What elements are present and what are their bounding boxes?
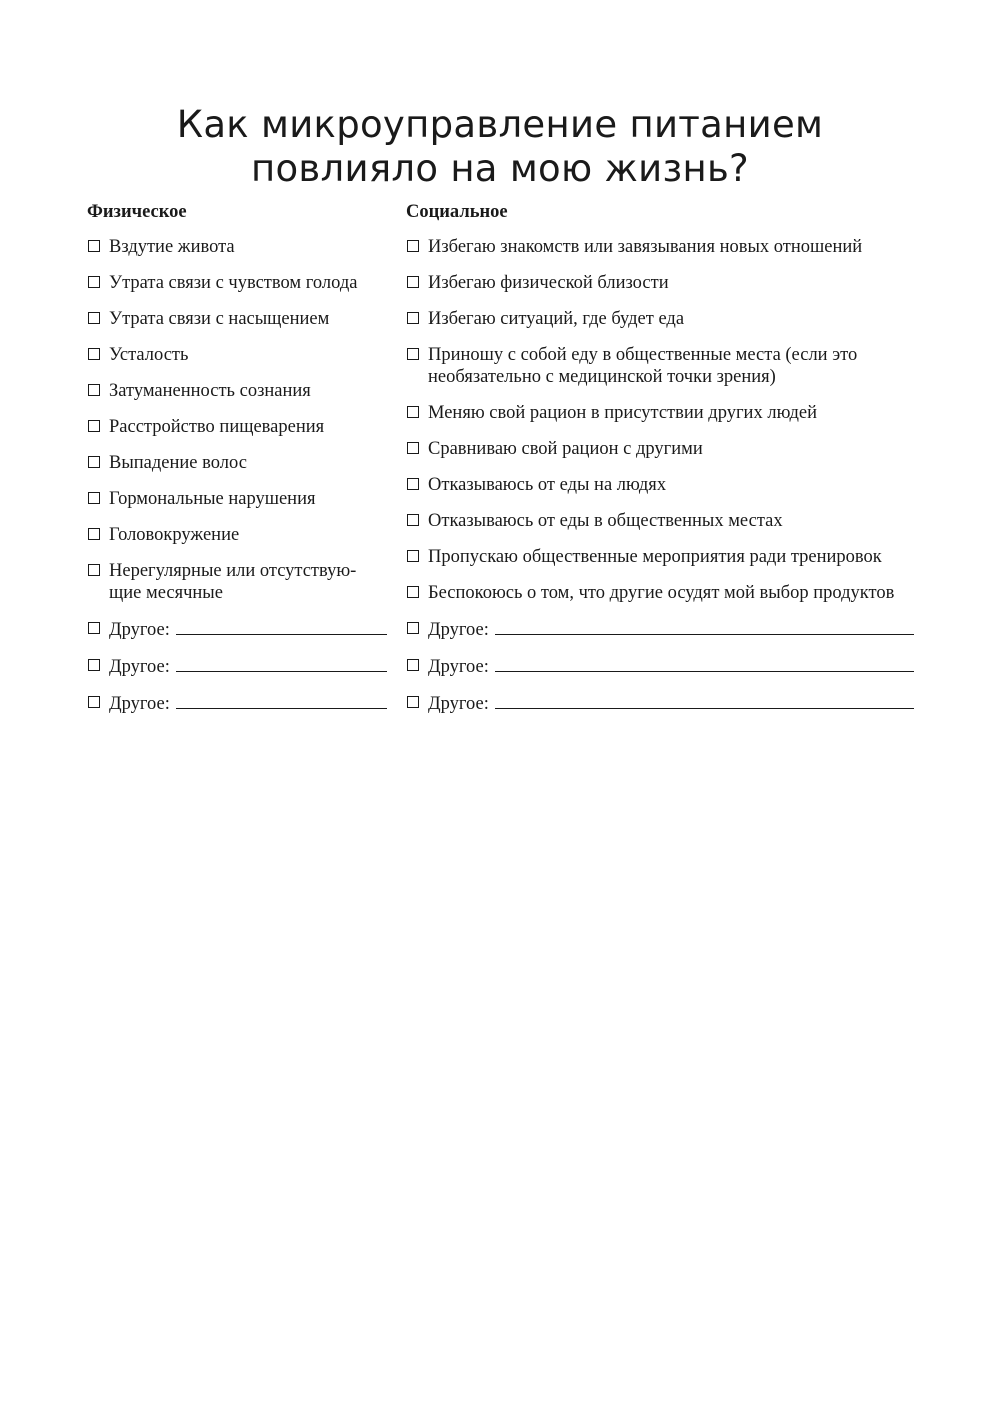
item-label: Головокружение [109, 525, 240, 545]
other-fill-line[interactable] [495, 655, 914, 672]
item-label: Вздутие живота [109, 237, 235, 257]
checkbox[interactable] [407, 622, 419, 634]
item-label: Меняю свой рацион в присутствии других людей [428, 403, 817, 423]
other-fill-line[interactable] [495, 692, 914, 709]
item-label-line-1: Нерегулярные или отсутствую- [109, 561, 357, 581]
other-fill-line[interactable] [176, 655, 387, 672]
checklist-item [87, 344, 387, 366]
checkbox[interactable] [88, 276, 100, 288]
checkbox[interactable] [88, 622, 100, 634]
checkbox[interactable] [88, 456, 100, 468]
item-label: Избегаю знакомств или завязывания новых отношений [428, 237, 863, 257]
checklist-item [87, 236, 387, 258]
checklist-item [406, 582, 914, 604]
social-column [406, 200, 914, 729]
item-label: Отказываюсь от еды в общественных местах [428, 511, 783, 531]
item-label: Пропускаю общественные мероприятия ради тренировок [428, 547, 882, 567]
other-label: Другое: [428, 620, 489, 640]
checkbox[interactable] [88, 420, 100, 432]
physical-column [87, 200, 387, 729]
page-title-line-2: повлияло на мою жизнь? [250, 146, 749, 190]
checkbox[interactable] [407, 276, 419, 288]
checkbox[interactable] [88, 348, 100, 360]
other-label: Другое: [428, 694, 489, 714]
item-label: Избегаю ситуаций, где будет еда [428, 309, 685, 329]
checklist-item [87, 452, 387, 474]
other-fill-line[interactable] [495, 618, 914, 635]
checkbox[interactable] [88, 564, 100, 576]
checklist-item [87, 488, 387, 510]
item-label: Усталость [109, 345, 189, 365]
other-item [87, 618, 387, 641]
item-label: Утрата связи с насыщением [109, 309, 330, 329]
checkbox[interactable] [407, 348, 419, 360]
other-fill-line[interactable] [176, 618, 387, 635]
checkbox[interactable] [88, 659, 100, 671]
checkbox[interactable] [407, 550, 419, 562]
checklist-item [87, 272, 387, 294]
item-label: Отказываюсь от еды на людях [428, 475, 667, 495]
item-label-line-2: необязательно с медицинской точки зрения) [428, 367, 776, 387]
checkbox[interactable] [88, 312, 100, 324]
checklist-item [406, 236, 914, 258]
item-label-line-2: щие месячные [109, 583, 223, 603]
checklist-item [406, 308, 914, 330]
item-label: Затуманенность сознания [109, 381, 311, 401]
item-label: Утрата связи с чувством голода [109, 273, 358, 293]
checklist-item [87, 380, 387, 402]
social-checklist [406, 236, 914, 715]
item-label: Сравниваю свой рацион с другими [428, 439, 703, 459]
other-fill-line[interactable] [176, 692, 387, 709]
checklist-item [406, 272, 914, 294]
item-label: Избегаю физической близости [428, 273, 669, 293]
physical-checklist [87, 236, 387, 715]
other-item [406, 692, 914, 715]
checklist-item [406, 510, 914, 532]
physical-heading: Физическое [87, 202, 187, 222]
checkbox[interactable] [88, 696, 100, 708]
item-label: Выпадение волос [109, 453, 247, 473]
page-title-line-1: Как микроуправление питанием [176, 102, 824, 146]
other-label: Другое: [428, 657, 489, 677]
checklist-item [406, 344, 914, 388]
other-label: Другое: [109, 694, 170, 714]
checkbox[interactable] [407, 240, 419, 252]
checkbox[interactable] [407, 442, 419, 454]
checkbox[interactable] [407, 406, 419, 418]
other-item [87, 692, 387, 715]
checklist-item [87, 308, 387, 330]
checkbox[interactable] [88, 240, 100, 252]
checklist-item [87, 416, 387, 438]
checkbox[interactable] [88, 384, 100, 396]
checkbox[interactable] [407, 659, 419, 671]
other-item [406, 618, 914, 641]
checkbox[interactable] [88, 492, 100, 504]
page-title [0, 103, 1000, 191]
checkbox[interactable] [407, 312, 419, 324]
checklist-item [406, 402, 914, 424]
checklist-item [406, 438, 914, 460]
checklist-item [87, 524, 387, 546]
checkbox[interactable] [407, 586, 419, 598]
social-heading: Социальное [406, 202, 508, 222]
item-label: Расстройство пищеварения [109, 417, 325, 437]
item-label: Гормональные нарушения [109, 489, 316, 509]
other-label: Другое: [109, 620, 170, 640]
checklist-item [406, 546, 914, 568]
checklist-item [87, 560, 387, 604]
checklist-item [406, 474, 914, 496]
checkbox[interactable] [407, 696, 419, 708]
item-label-line-1: Приношу с собой еду в общественные места (если это [428, 345, 858, 365]
checkbox[interactable] [88, 528, 100, 540]
item-label: Беспокоюсь о том, что другие осудят мой выбор продуктов [428, 583, 895, 603]
checkbox[interactable] [407, 478, 419, 490]
checkbox[interactable] [407, 514, 419, 526]
other-item [87, 655, 387, 678]
other-label: Другое: [109, 657, 170, 677]
other-item [406, 655, 914, 678]
